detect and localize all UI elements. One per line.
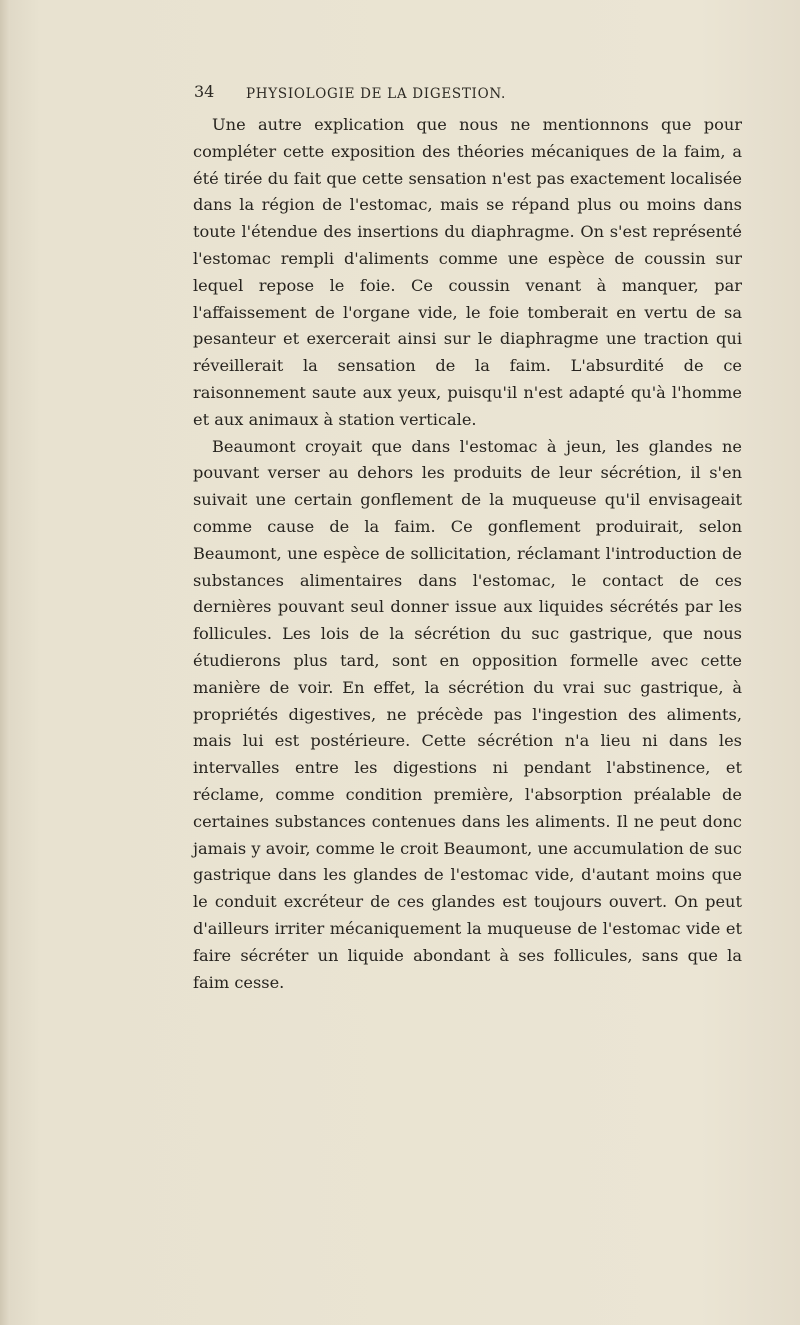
running-head: PHYSIOLOGIE DE LA DIGESTION. bbox=[246, 86, 506, 102]
page-body bbox=[193, 112, 742, 996]
page-number: 34 bbox=[194, 82, 215, 101]
page-left-edge bbox=[0, 0, 10, 1325]
paragraph-hunger-theory: Une autre explication que nous ne mentionnons que pour compléter cette exposition des théories mécaniques de la faim, a été tirée du fait que cette sensation n'est pas exactement localisée dans la région de l'estomac, mais se répand plus ou moins dans toute l'étendue des insertions du diaphragme. On s'est représenté l'estomac rempli d'aliments comme une espèce de coussin sur lequel repose le foie. Ce coussin venant à manquer, par l'affaissement de l'organe vide, le foie tomberait en vertu de sa pesanteur et exercerait ainsi sur le diaphragme une traction qui réveillerait la sensation de la faim. L'absurdité de ce raisonnement saute aux yeux, puisqu'il n'est adapté qu'à l'homme et aux animaux à station verticale. bbox=[193, 115, 742, 429]
paragraph-beaumont-theory: Beaumont croyait que dans l'estomac à jeun, les glandes ne pouvant verser au dehors les produits de leur sécrétion, il s'en suivait une certain gonflement de la muqueuse qu'il envisageait comme cause de la faim. Ce gonflement produirait, selon Beaumont, une espèce de sollicitation, réclamant l'introduction de substances alimentaires dans l'estomac, le contact de ces dernières pouvant seul donner issue aux liquides sécrétés par les follicules. Les lois de la sécrétion du suc gastrique, que nous étudierons plus tard, sont en opposition formelle avec cette manière de voir. En effet, la sécrétion du vrai suc gastrique, à propriétés digestives, ne précède pas l'ingestion des aliments, mais lui est postérieure. Cette sécrétion n'a lieu ni dans les intervalles entre les digestions ni pendant l'abstinence, et réclame, comme condition première, l'absorption préalable de certaines substances contenues dans les aliments. Il ne peut donc jamais y avoir, comme le croit Beaumont, une accumulation de suc gastrique dans les glandes de l'estomac vide, d'autant moins que le conduit excréteur de ces glandes est toujours ouvert. On peut d'ailleurs irriter mécaniquement la muqueuse de l'estomac vide et faire sécréter un liquide abondant à ses follicules, sans que la faim cesse. bbox=[193, 436, 742, 992]
